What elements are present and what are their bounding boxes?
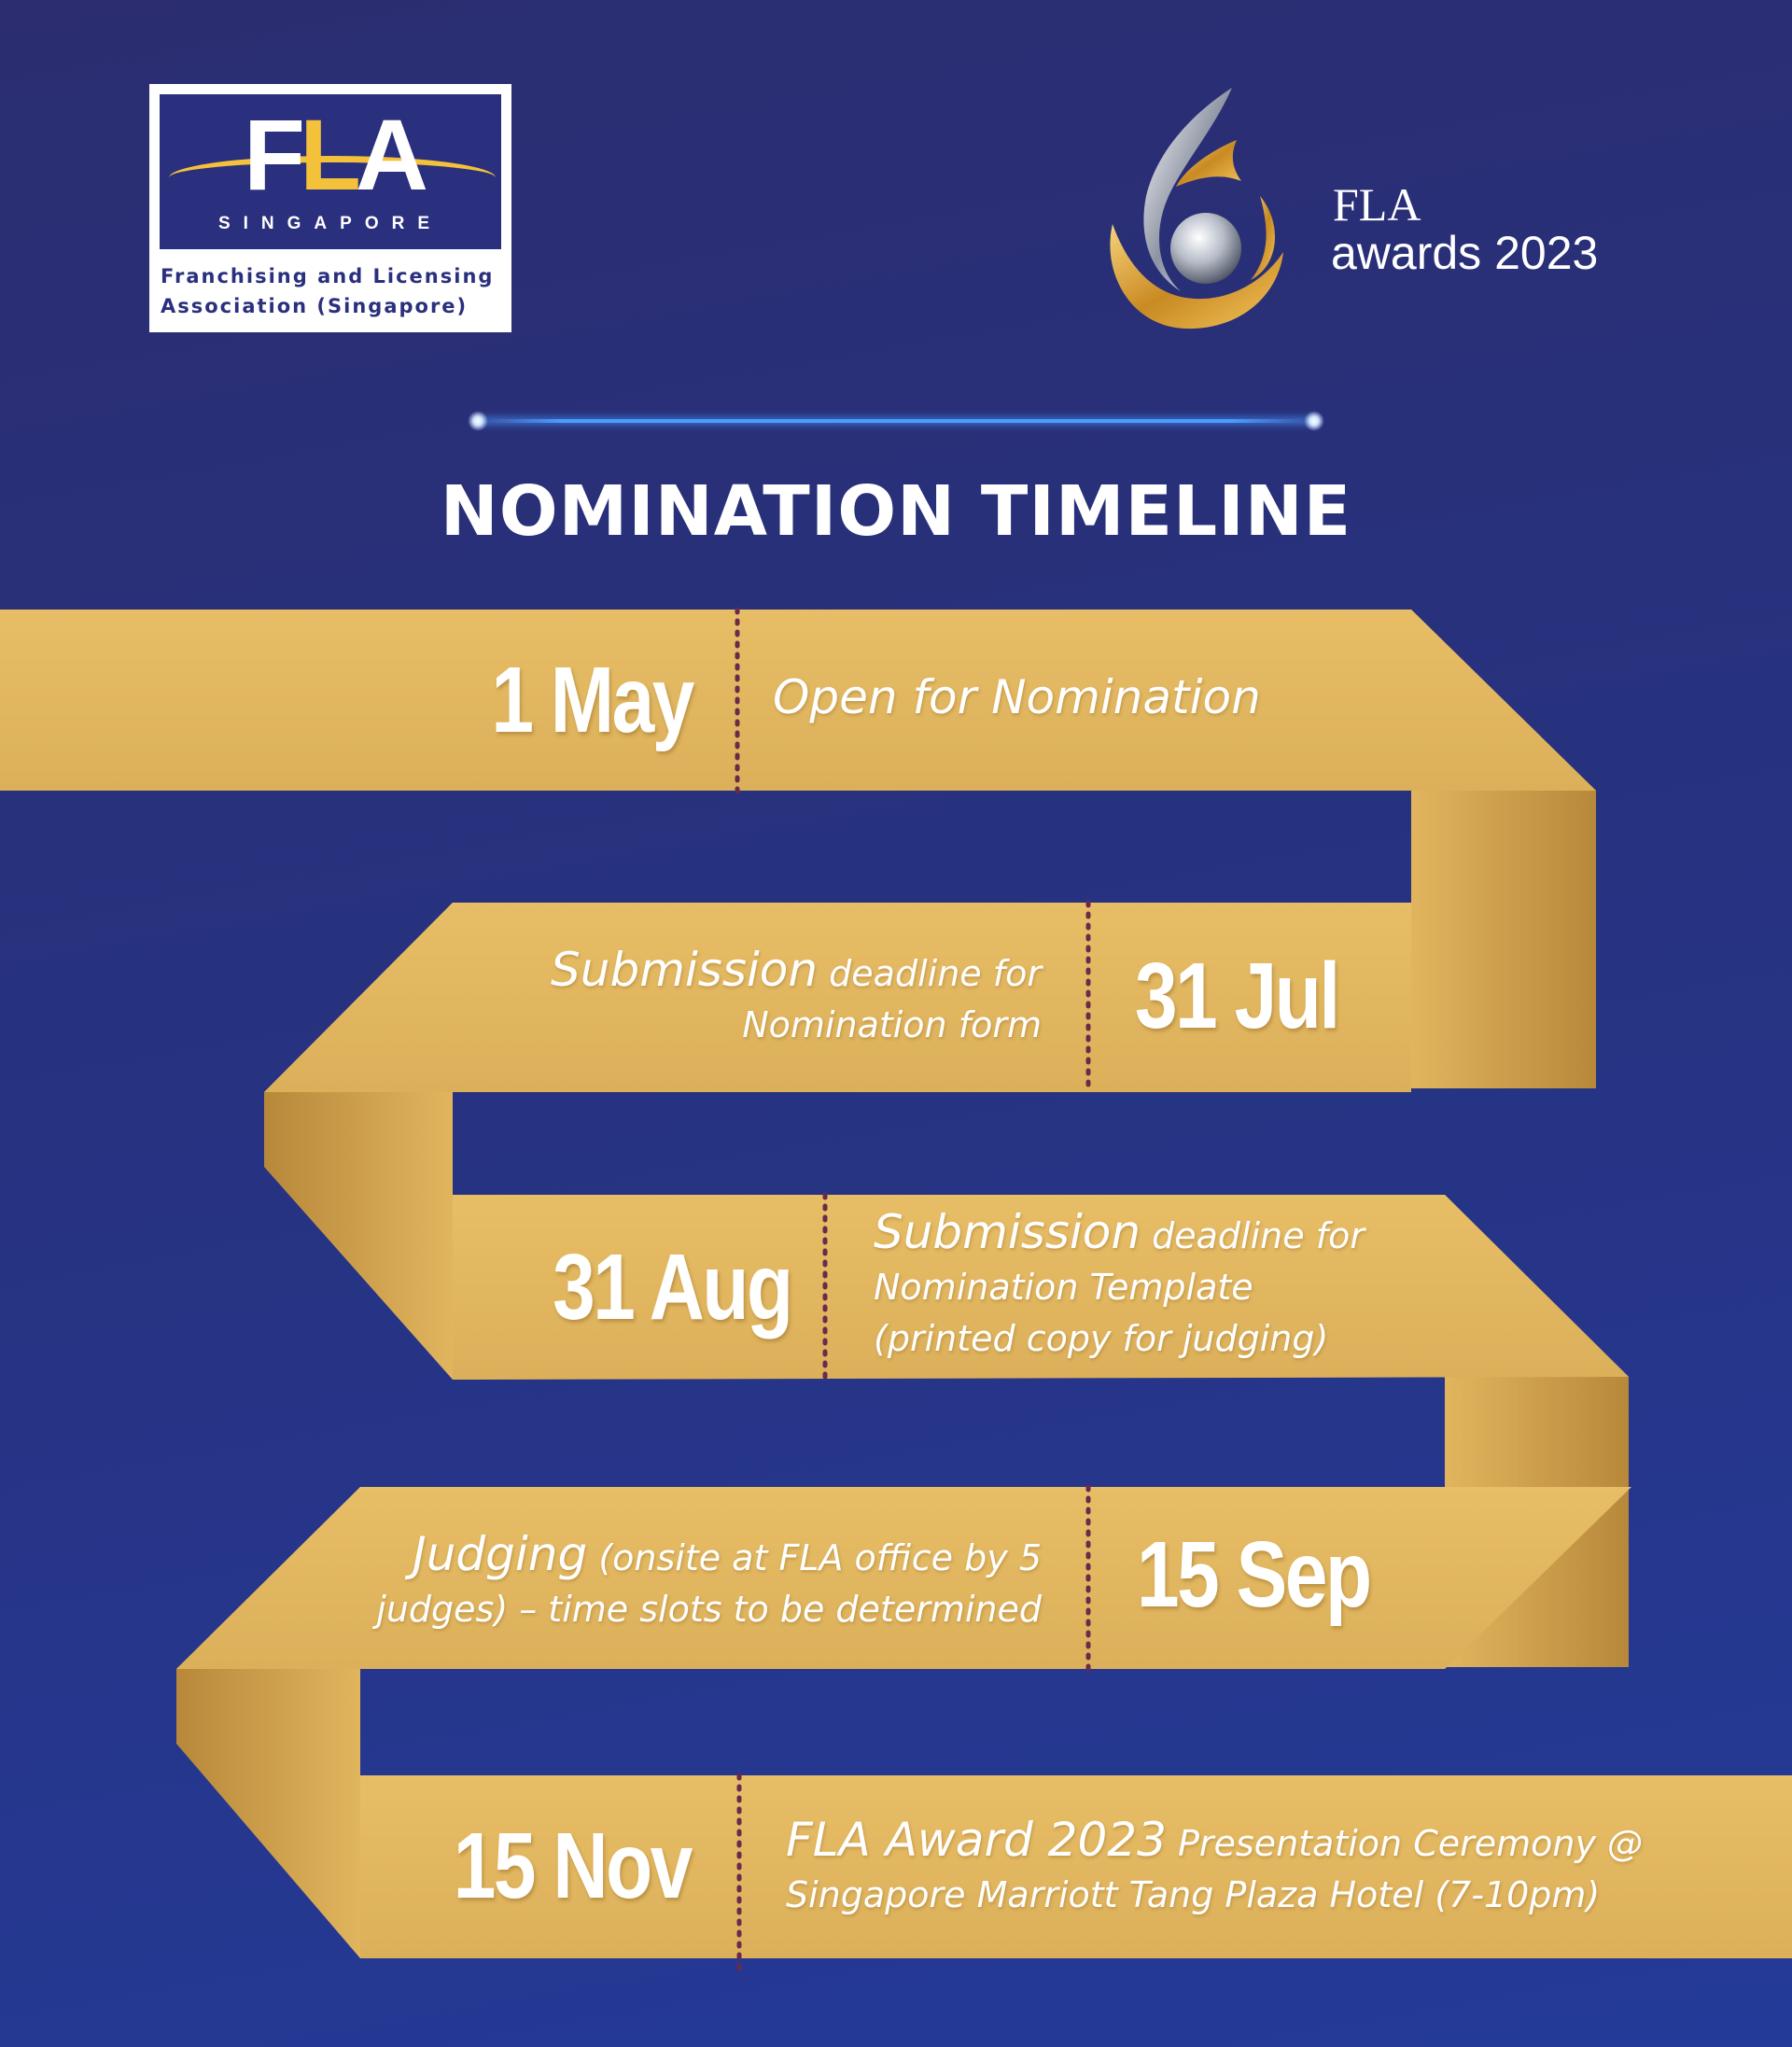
logo-association-line2: Association (Singapore) [161,295,469,317]
logo-singapore-text: SINGAPORE [217,214,443,233]
timeline-date-5: 15 Nov [453,1814,691,1918]
logo-association-line1: Franchising and Licensing [161,265,495,287]
timeline-desc-4-small: (onsite at FLA office by 5 [587,1537,1042,1578]
timeline-desc-4 [376,1529,1042,1635]
timeline-desc-4-main: Judging [413,1527,588,1581]
award-subtitle: awards 2023 [1331,227,1599,279]
timeline-desc-2-main: Submission [551,943,819,997]
timeline-desc-5 [786,1815,1643,1921]
timeline-desc-2 [551,945,1042,1051]
timeline-desc-2-line2: Nomination form [742,1004,1042,1045]
timeline-date-2: 31 Jul [1135,944,1338,1048]
logo-letter-a: A [355,98,423,211]
timeline-desc-5-main: FLA Award 2023 [786,1813,1167,1867]
timeline-desc-3-main: Submission [874,1205,1141,1259]
page-title: NOMINATION TIMELINE [440,471,1352,552]
timeline-desc-3-line3: (printed copy for judging) [874,1318,1329,1359]
timeline-desc-2-small: deadline for [818,953,1042,994]
logo-letter-f: F [244,98,300,211]
timeline-date-1: 1 May [491,648,693,752]
timeline-desc-3-line2: Nomination Template [874,1267,1253,1308]
timeline-desc-5-line2: Singapore Marriott Tang Plaza Hotel (7-10pm) [786,1874,1601,1915]
award-title: FLA [1333,178,1421,231]
timeline-desc-3 [874,1207,1365,1365]
timeline-date-4: 15 Sep [1137,1522,1370,1627]
timeline-desc-3-small: deadline for [1141,1215,1365,1256]
timeline-date-3: 31 Aug [553,1235,791,1339]
logo-letter-l: L [300,98,356,211]
timeline-desc-1 [773,672,1261,727]
timeline-desc-4-line2: judges) – time slots to be determined [376,1589,1042,1630]
timeline-desc-1-main: Open for Nomination [773,670,1261,724]
timeline-desc-5-small: Presentation Ceremony @ [1166,1823,1644,1864]
